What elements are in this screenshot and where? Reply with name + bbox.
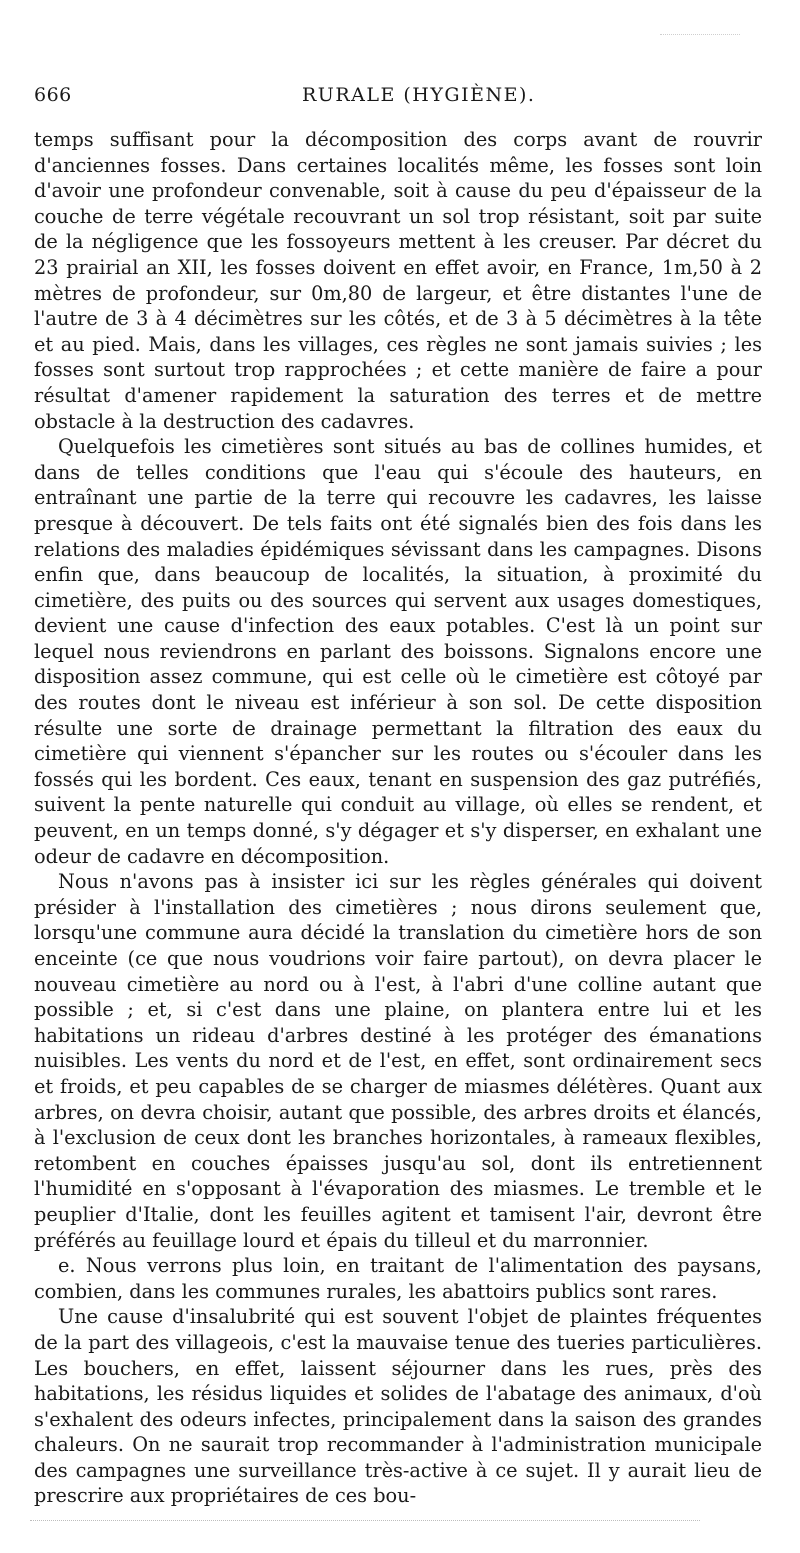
paragraph: Nous n'avons pas à insister ici sur les règles générales qui doivent présider à l'installation des cimetières ; nous dirons seulement que, lorsqu'une commune aura décidé la translation du cimetière hors de son enceinte (ce que nous voudrions voir faire partout), on devra placer le nouveau cimetière au nord ou à l'est, à l'abri d'une colline autant que possible ; et, si c'est dans une plaine, on plantera entre lui et les habitations un rideau d'arbres destiné à les protéger des émanations nuisibles. Les vents du nord et de l'est, en effet, sont ordinairement secs et froids, et peu capables de se charger de miasmes délétères. Quant aux arbres, on devra choisir, autant que possible, des arbres droits et élancés, à l'exclusion de ceux dont les branches horizontales, à rameaux flexibles, retombent en couches épaisses jusqu'au sol, dont ils entretiennent l'humidité en s'opposant à l'évaporation des miasmes. Le tremble et le peuplier d'Italie, dont les feuilles agitent et tamisent l'air, devront être préférés au feuillage lourd et épais du tilleul et du marronnier.	[34, 870, 762, 1252]
paragraph: Une cause d'insalubrité qui est souvent l'objet de plaintes fréquentes de la part des villageois, c'est la mauvaise tenue des tueries particulières. Les bouchers, en effet, laissent séjourner dans les rues, près des habitations, les résidus liquides et solides de l'abatage des animaux, d'où s'exhalent des odeurs infectes, principalement dans la saison des grandes chaleurs. On ne saurait trop recommander à l'administration municipale des campagnes une surveillance très-active à ce sujet. Il y aurait lieu de prescrire aux propriétaires de ces bou-	[34, 1305, 762, 1508]
paragraph-continued: temps suffisant pour la décomposition des corps avant de rouvrir d'anciennes fosses. Dans certaines localités même, les fosses sont loin d'avoir une profondeur convenable, soit à cause du peu d'épaisseur de la couche de terre végétale recouvrant un sol trop résistant, soit par suite de la négligence que les fossoyeurs mettent à les creuser. Par décret du 23 prairial an XII, les fosses doivent en effet avoir, en France, 1m,50 à 2 mètres de profondeur, sur 0m,80 de largeur, et être distantes l'une de l'autre de 3 à 4 décimètres sur les côtés, et de 3 à 5 décimètres à la tête et au pied. Mais, dans les villages, ces règles ne sont jamais suivies ; les fosses sont surtout trop rapprochées ; et cette manière de faire a pour résultat d'amener rapidement la saturation des terres et de mettre obstacle à la destruction des cadavres.	[34, 128, 762, 433]
running-head	[34, 84, 760, 114]
paragraph-section-e: e. Nous verrons plus loin, en traitant de l'alimentation des paysans, combien, dans les communes rurales, les abattoirs publics sont rares.	[34, 1254, 762, 1303]
scan-artifact	[30, 1520, 700, 1521]
body-text	[34, 127, 762, 1509]
running-title: RURALE (HYGIÈNE).	[302, 84, 536, 106]
page-number: 666	[34, 84, 72, 106]
paragraph: Quelquefois les cimetières sont situés au bas de collines humides, et dans de telles conditions que l'eau qui s'écoule des hauteurs, en entraînant une partie de la terre qui recouvre les cadavres, les laisse presque à découvert. De tels faits ont été signalés bien des fois dans les relations des maladies épidémiques sévissant dans les campagnes. Disons enfin que, dans beaucoup de localités, la situation, à proximité du cimetière, des puits ou des sources qui servent aux usages domestiques, devient une cause d'infection des eaux potables. C'est là un point sur lequel nous reviendrons en parlant des boissons. Signalons encore une disposition assez commune, qui est celle où le cimetière est côtoyé par des routes dont le niveau est inférieur à son sol. De cette disposition résulte une sorte de drainage permettant la filtration des eaux du cimetière qui viennent s'épancher sur les routes ou s'écouler dans les fossés qui les bordent. Ces eaux, tenant en suspension des gaz putréfiés, suivent la pente naturelle qui conduit au village, où elles se rendent, et peuvent, en un temps donné, s'y dégager et s'y disperser, en exhalant une odeur de cadavre en décomposition.	[34, 435, 762, 868]
scan-artifact	[660, 34, 740, 35]
